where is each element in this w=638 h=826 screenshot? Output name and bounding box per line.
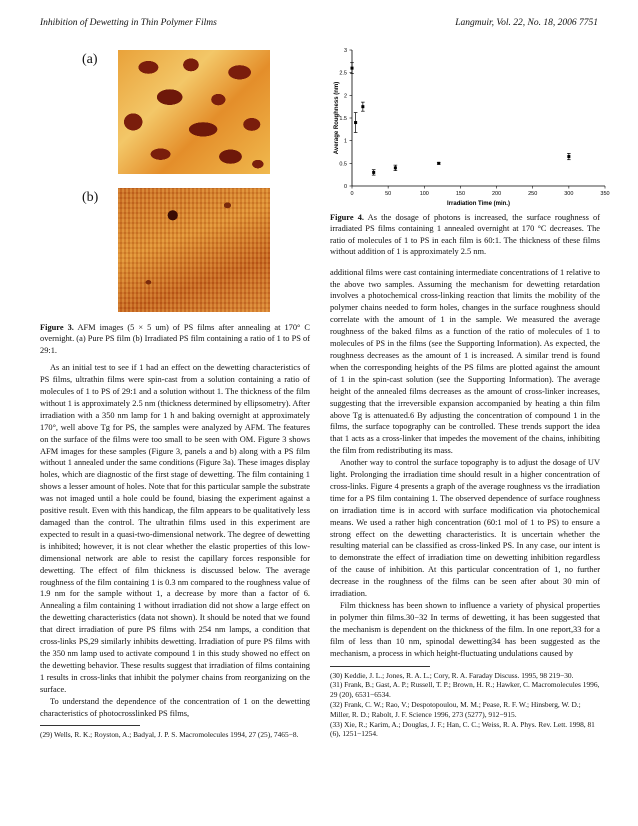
footnote-31: (31) Frank, B.; Gast, A. P.; Russell, T. P.; Brown, H. R.; Hawker, C. Macromolecules 1996, 29 (20), 6531−6534. bbox=[330, 680, 600, 700]
chart-y-tick-label: 1.5 bbox=[339, 116, 347, 122]
chart-x-tick-label: 150 bbox=[455, 191, 466, 197]
left-paragraph-1: As an initial test to see if 1 had an effect on the dewetting characteristics of PS films, ultrathin films were spin-cast from a solution containing a ratio of molecules of 1 to PS of 29:1 and a solution without 1. The thickness of the film without 1 is approximately 2.5 nm (thickness determined by ellipsometry). After irradiation with a 350 nm lamp for 1 h and baking overnight at approximately 170°, well above Tg for PS, the samples were analyzed by AFM. The features on the surface of the films were too small to be seen with OM. Figure 3 shows AFM images for these samples (Figure 3, panels a and b) along with a PS film without 1 annealed under the same conditions (Figure 3a). These images display holes, which are diagnostic of the first stage of dewetting. The film containing 1 shows a lesser amount of holes. Note that for this particular sample the substrate was not imaged until a hole could be found, biasing the experiment against a positive result. Even with this handicap, the film appears to be qualitatively less damaged than the control. The ultrathin films used in this experiment are expected to result in a quasi-two-dimensional network. The degree of dewetting is inhibited; however, it is not clear whether the elastic properties of this low-dimensional network are able to resist the capillary forces responsible for dewetting. The effect of film thickness is discussed below. The average roughness of the film containing 1 is 0.3 nm compared to the roughness value of 1.9 nm for the sample without 1, a decrease by more than a factor of 6. Annealing a film containing 1 without irradiation did not show a large effect on the dewetting characteristics (data not shown). It should be noted that we found that direct irradiation of pure PS films with 254 nm lamps, a condition that cross-links PS,29 similarly inhibits dewetting. Irradiation of pure PS films with the 350 nm lamp used to activate compound 1 in this study showed no effect on the dewetting behavior. These results suggest that irradiation of films containing 1 results in cross-links that inhibit the polymer chains from reorganizing on the surface. bbox=[40, 363, 310, 694]
left-column bbox=[40, 322, 310, 740]
chart-y-tick-label: 2.5 bbox=[339, 70, 347, 77]
chart-x-tick-label: 100 bbox=[419, 191, 429, 197]
chart-y-tick-label: 0 bbox=[343, 184, 347, 190]
figure4-caption: Figure 4. As the dosage of photons is increased, the surface roughness of irradiated PS films containing 1 annealed overnight at 170 °C decreases. The ratio of molecules of 1 to PS in each film is 60:1. The thickness of these films without addition of 1 is approximately 2.5 nm. bbox=[330, 213, 600, 257]
chart-data-point bbox=[567, 155, 570, 158]
left-paragraph-2: To understand the dependence of the concentration of 1 on the dewetting characteristics of photocrosslinked PS films, bbox=[40, 696, 310, 718]
footnote-33: (33) Xie, R.; Karim, A.; Douglas, J. F.; Han, C. C.; Weiss, R. A. Phys. Rev. Lett. 1998, 81 (6), 1251−1254. bbox=[330, 719, 595, 739]
chart-data-point bbox=[372, 171, 375, 174]
footnote-29: (29) Wells, R. K.; Royston, A.; Badyal, J. P. S. Macromolecules 1994, 27 (25), 7465−8. bbox=[40, 730, 299, 740]
right-paragraph-3: Film thickness has been shown to influence a variety of physical properties in polymer thin films.30−32 In terms of dewetting, it has been suggested that the mechanism is dependent on the thickness of the film. In one report,33 for a film of less than 10 nm, spinodal dewetting34 has been suggested as the mechanism, a process in which height-fluctuating undulations caused by bbox=[330, 601, 600, 658]
figure4-chart bbox=[330, 44, 612, 210]
chart-data-point bbox=[437, 162, 440, 165]
right-column bbox=[330, 212, 600, 739]
running-header-title: Inhibition of Dewetting in Thin Polymer Films bbox=[40, 18, 217, 28]
chart-data-point bbox=[361, 105, 364, 108]
footnote-rule bbox=[40, 725, 140, 726]
chart-axes bbox=[352, 50, 605, 186]
chart-x-tick-label: 50 bbox=[385, 191, 392, 197]
chart-x-tick-label: 0 bbox=[350, 191, 354, 197]
chart-y-tick-label: 0.5 bbox=[339, 161, 347, 168]
right-paragraph-2: Another way to control the surface topography is to adjust the dosage of UV light. Prolonging the irradiation time should result in a higher concentration of cross-links. Figure 4 presents a graph of the average roughness vs the irradiation time for a PS film containing 1. The observed dependence of surface roughness on irradiation time is in accord with surface modification via photochemical means. We used a rather high concentration (60:1 mol of 1 to PS) to ensure a strong effect on the dewetting characteristics. It is uncertain whether the resulting material can be classified as cross-linked PS. In any case, our intent is to demonstrate the effect of irradiation time on dewetting inhibition regardless of the cause of inhibition. At this particular concentration of 1, no further decrease in the roughness of the films can be seen after about 30 min of irradiation. bbox=[330, 458, 600, 599]
chart-y-tick-label: 3 bbox=[343, 48, 347, 54]
afm-image-a bbox=[118, 50, 270, 174]
right-paragraph-1: additional films were cast containing intermediate concentrations of 1 relative to the above two samples. Assuming the mechanism for dewetting retardation involves a photochemical cross-linking reaction that limits the mobility of the polymer chains needed to form holes, changes in the surface roughness should correlate with the amount of 1 in the sample. We measured the average roughness of the baked films as a function of the ratio of molecules of 1 to molecules of PS in the films (see the Supporting Information). As expected, the roughness decreases as the amount of 1 is increased. A similar trend is found when the corresponding heights of the PS films are plotted against the amount of 1 in the spin-cast solution (see the Supporting Information). The average height of the annealed films decreases as the amount of cross-linker increases, suggesting that the irreversible expansion accompanied by heating a thin film above Tg is attenuated.6 By adjusting the concentration of compound 1 in the films, the surface topography can be controlled. These trends support the idea that 1 acts as a cross-linker that impedes the movement of the chains, inhibiting the film from redistributing its mass. bbox=[330, 267, 600, 456]
chart-y-axis-label: Average Roughness (nm) bbox=[334, 81, 340, 155]
footnote-rule-right bbox=[330, 666, 430, 667]
afm-image-b bbox=[118, 188, 270, 312]
chart-ticks bbox=[339, 48, 609, 197]
chart-x-tick-label: 200 bbox=[491, 191, 502, 197]
footnote-30: (30) Keddie, J. L.; Jones, R. A. L.; Cory, R. A. Faraday Discuss. 1995, 98 219−30. bbox=[330, 670, 574, 680]
footnote-32: (32) Frank, C. W.; Rao, V.; Despotopoulou, M. M.; Pease, R. F. W.; Hinsberg, W. D.; Miller, R. D.; Rabolt, J. F. Science 1996, 273 (5277), 912−915. bbox=[330, 699, 581, 719]
figure3-caption: Figure 3. AFM images (5 × 5 um) of PS films after annealing at 170° C overnight. (a) Pure PS film (b) Irradiated PS film containing a ratio of 1 to PS of 29:1. bbox=[40, 323, 310, 355]
chart-x-tick-label: 250 bbox=[528, 191, 538, 197]
chart-data-point bbox=[394, 166, 397, 169]
chart-y-tick-label: 1 bbox=[343, 138, 347, 145]
figure3-label-b: (b) bbox=[82, 190, 99, 205]
chart-x-axis-label: Irradiation Time (min.) bbox=[447, 201, 510, 207]
chart-data-point bbox=[351, 67, 354, 70]
chart-points bbox=[350, 63, 570, 175]
figure3-label-a: (a) bbox=[82, 52, 98, 67]
chart-x-tick-label: 300 bbox=[564, 191, 574, 197]
chart-y-tick-label: 2 bbox=[343, 93, 347, 100]
running-header-journal: Langmuir, Vol. 22, No. 18, 2006 7751 bbox=[455, 18, 598, 28]
chart-data-point bbox=[354, 121, 357, 124]
chart-x-tick-label: 350 bbox=[600, 191, 610, 197]
